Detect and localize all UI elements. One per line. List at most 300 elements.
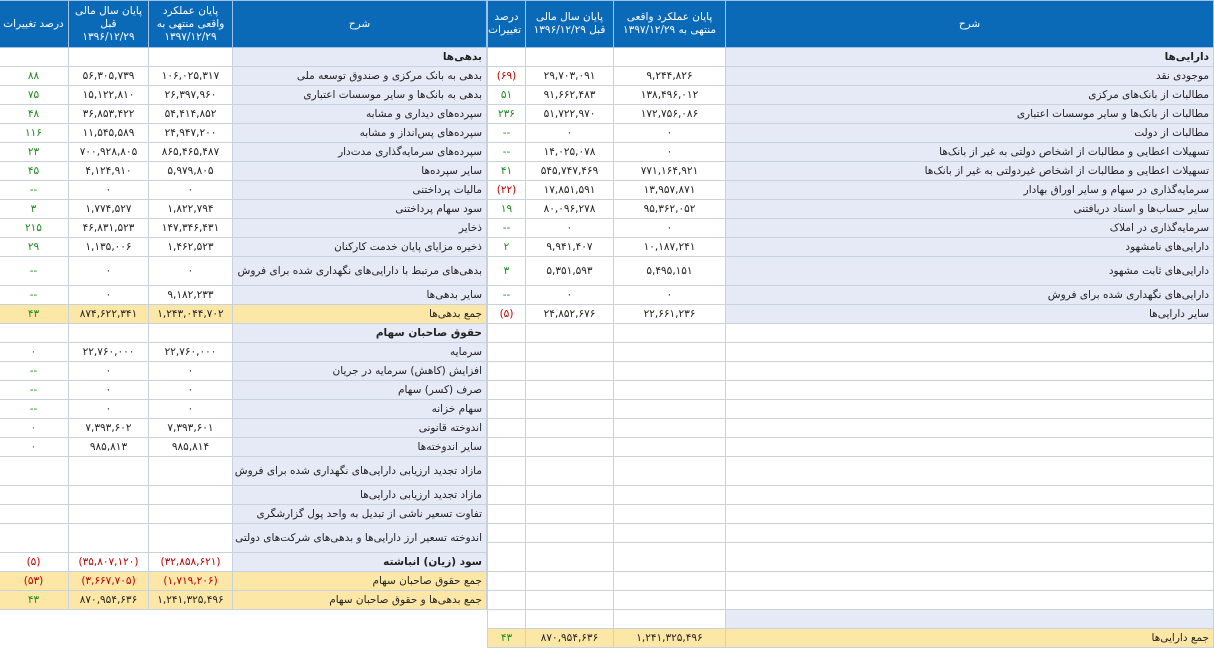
row-description: دارایی‌های ثابت مشهود (726, 257, 1214, 286)
assets-change-header: درصد تغییرات (488, 1, 526, 48)
table-row (0, 343, 487, 362)
row-current-value: ۹۵,۳۶۲,۰۵۲ (614, 200, 726, 219)
row-change-percent: -- (0, 181, 69, 200)
table-row (0, 381, 487, 400)
empty-cell (526, 419, 614, 438)
empty-cell (526, 362, 614, 381)
empty-row (488, 362, 1214, 381)
row-current-value: ۱,۴۶۲,۵۲۳ (149, 238, 233, 257)
empty-cell (726, 524, 1214, 543)
row-change-percent: ۰ (0, 343, 69, 362)
row-description: جمع حقوق صاحبان سهام (233, 572, 487, 591)
row-change-percent: ۱۹ (488, 200, 526, 219)
row-current-value (149, 505, 233, 524)
row-description: بدهی به بانک مرکزی و صندوق توسعه ملی (233, 67, 487, 86)
row-previous-value: ۵۴۵,۷۴۷,۴۶۹ (526, 162, 614, 181)
row-previous-value: ۰ (526, 124, 614, 143)
row-current-value: ۱,۸۲۲,۷۹۴ (149, 200, 233, 219)
row-description: سایر بدهی‌ها (233, 286, 487, 305)
empty-cell (488, 610, 526, 629)
empty-cell (614, 400, 726, 419)
row-change-percent: ۴۵ (0, 162, 69, 181)
empty-cell (488, 343, 526, 362)
row-description: تسهیلات اعطایی و مطالبات از اشخاص دولتی به غیر از بانک‌ها (726, 143, 1214, 162)
empty-cell (69, 48, 149, 67)
row-previous-value: ۵۱,۷۲۲,۹۷۰ (526, 105, 614, 124)
empty-cell (726, 362, 1214, 381)
row-current-value (149, 457, 233, 486)
row-previous-value: ۱۷,۸۵۱,۵۹۱ (526, 181, 614, 200)
row-current-value: ۱۰۶,۰۲۵,۳۱۷ (149, 67, 233, 86)
row-description: سرمایه (233, 343, 487, 362)
empty-cell (488, 543, 526, 572)
row-description: سود سهام پرداختنی (233, 200, 487, 219)
table-row (0, 181, 487, 200)
empty-cell (149, 324, 233, 343)
liabilities-table (0, 0, 487, 610)
empty-cell (726, 400, 1214, 419)
row-previous-value: ۰ (526, 219, 614, 238)
row-current-value: ۵۴,۴۱۴,۸۵۲ (149, 105, 233, 124)
row-previous-value: ۵۶,۳۰۵,۷۳۹ (69, 67, 149, 86)
row-change-percent: ۲۳ (0, 143, 69, 162)
row-previous-value: ۱۵,۱۲۲,۸۱۰ (69, 86, 149, 105)
empty-cell (526, 438, 614, 457)
row-description: جمع دارایی‌ها (726, 629, 1214, 648)
row-change-percent (0, 486, 69, 505)
row-current-value: ۱,۲۴۱,۳۲۵,۴۹۶ (614, 629, 726, 648)
row-change-percent (0, 524, 69, 553)
row-current-value: ۹,۲۴۴,۸۲۶ (614, 67, 726, 86)
empty-cell (526, 457, 614, 486)
row-description: سرمایه‌گذاری در سهام و سایر اوراق بهادار (726, 181, 1214, 200)
row-change-percent: -- (0, 257, 69, 286)
row-change-percent: ۸۸ (0, 67, 69, 86)
empty-cell (614, 543, 726, 572)
empty-row (488, 591, 1214, 610)
table-row (488, 200, 1214, 219)
row-description: تسهیلات اعطایی و مطالبات از اشخاص غیردولتی به غیر از بانک‌ها (726, 162, 1214, 181)
row-current-value: ۲۶,۳۹۷,۹۶۰ (149, 86, 233, 105)
row-previous-value (69, 486, 149, 505)
row-description: موجودی نقد (726, 67, 1214, 86)
row-change-percent: -- (0, 381, 69, 400)
empty-cell (726, 572, 1214, 591)
empty-row (488, 457, 1214, 486)
row-change-percent: -- (488, 286, 526, 305)
row-current-value: ۵,۴۹۵,۱۵۱ (614, 257, 726, 286)
empty-cell (726, 324, 1214, 343)
row-change-percent (0, 505, 69, 524)
liabilities-body (0, 48, 487, 610)
row-description: اندوخته تسعیر ارز دارایی‌ها و بدهی‌های شرکت‌های دولتی (233, 524, 487, 553)
empty-row (488, 419, 1214, 438)
row-change-percent: ۲ (488, 238, 526, 257)
empty-cell (488, 362, 526, 381)
row-change-percent: ۳ (488, 257, 526, 286)
row-previous-value: ۰ (526, 286, 614, 305)
liabilities-section-row (0, 48, 487, 67)
row-description: ذخیره مزایای پایان خدمت کارکنان (233, 238, 487, 257)
row-description: سپرده‌های دیداری و مشابه (233, 105, 487, 124)
row-previous-value: ۴,۱۲۴,۹۱۰ (69, 162, 149, 181)
row-previous-value: ۰ (69, 381, 149, 400)
empty-cell (526, 524, 614, 543)
row-previous-value: ۸۷۰,۹۵۴,۶۳۶ (69, 591, 149, 610)
row-previous-value: ۱۴,۰۲۵,۰۷۸ (526, 143, 614, 162)
row-previous-value: ۲۲,۷۶۰,۰۰۰ (69, 343, 149, 362)
empty-cell (614, 610, 726, 629)
row-previous-value: ۹۱,۶۶۲,۴۸۳ (526, 86, 614, 105)
row-previous-value: ۸۰,۰۹۶,۲۷۸ (526, 200, 614, 219)
row-description: دارایی‌های نامشهود (726, 238, 1214, 257)
row-description: سایر اندوخته‌ها (233, 438, 487, 457)
row-description: بدهی به بانک‌ها و سایر موسسات اعتباری (233, 86, 487, 105)
table-row (488, 181, 1214, 200)
row-current-value: ۱۳,۹۵۷,۸۷۱ (614, 181, 726, 200)
table-row (0, 67, 487, 86)
row-change-percent: (۵) (488, 305, 526, 324)
liabilities-change-header: درصد تغییرات (0, 1, 69, 48)
row-change-percent: ۲۹ (0, 238, 69, 257)
table-row (488, 257, 1214, 286)
row-current-value: ۲۴,۹۴۷,۲۰۰ (149, 124, 233, 143)
row-current-value: ۰ (614, 124, 726, 143)
row-previous-value: ۰ (69, 257, 149, 286)
row-previous-value: ۰ (69, 286, 149, 305)
row-description: مالیات پرداختنی (233, 181, 487, 200)
row-current-value: ۰ (149, 181, 233, 200)
table-row (0, 219, 487, 238)
empty-cell (488, 591, 526, 610)
row-current-value: ۸۶۵,۴۶۵,۴۸۷ (149, 143, 233, 162)
row-previous-value: ۲۹,۷۰۳,۰۹۱ (526, 67, 614, 86)
empty-cell (526, 381, 614, 400)
table-row (0, 257, 487, 286)
empty-cell (488, 457, 526, 486)
empty-cell (726, 438, 1214, 457)
empty-cell (726, 505, 1214, 524)
table-row (0, 105, 487, 124)
row-current-value: ۷,۳۹۳,۶۰۱ (149, 419, 233, 438)
row-change-percent: -- (0, 400, 69, 419)
row-change-percent: ۲۳۶ (488, 105, 526, 124)
row-current-value: ۲۲,۶۶۱,۲۳۶ (614, 305, 726, 324)
row-current-value: ۱۴۷,۳۴۶,۴۳۱ (149, 219, 233, 238)
assets-current-header: پایان عملکرد واقعی منتهی به ۱۳۹۷/۱۲/۲۹ (614, 1, 726, 48)
empty-row (488, 381, 1214, 400)
empty-cell (726, 543, 1214, 572)
row-current-value: ۰ (149, 381, 233, 400)
row-current-value: ۰ (149, 400, 233, 419)
row-previous-value (69, 505, 149, 524)
row-change-percent (0, 457, 69, 486)
row-change-percent: ۷۵ (0, 86, 69, 105)
row-previous-value: ۰ (69, 400, 149, 419)
table-row (0, 486, 487, 505)
table-row (0, 400, 487, 419)
table-row (488, 143, 1214, 162)
row-previous-value: ۸۷۰,۹۵۴,۶۳۶ (526, 629, 614, 648)
row-previous-value: (۳۵,۸۰۷,۱۲۰) (69, 553, 149, 572)
row-previous-value: ۱,۷۷۴,۵۲۷ (69, 200, 149, 219)
row-change-percent: -- (0, 362, 69, 381)
row-change-percent: ۰ (0, 438, 69, 457)
table-row (488, 162, 1214, 181)
row-change-percent: -- (0, 286, 69, 305)
equity-total-row (0, 572, 487, 591)
empty-cell (614, 324, 726, 343)
empty-cell (488, 48, 526, 67)
table-row (488, 286, 1214, 305)
row-change-percent: ۵۱ (488, 86, 526, 105)
empty-cell (614, 343, 726, 362)
row-description: صرف (کسر) سهام (233, 381, 487, 400)
row-description: سایر حساب‌ها و اسناد دریافتنی (726, 200, 1214, 219)
row-change-percent: (۵) (0, 553, 69, 572)
empty-row (488, 524, 1214, 543)
empty-row (488, 400, 1214, 419)
assets-body (488, 48, 1214, 648)
table-row (488, 124, 1214, 143)
row-description: دارایی‌های نگهداری شده برای فروش (726, 286, 1214, 305)
section-title: حقوق صاحبان سهام (233, 324, 487, 343)
row-description: مازاد تجدید ارزیابی دارایی‌ها (233, 486, 487, 505)
row-previous-value: ۹۸۵,۸۱۳ (69, 438, 149, 457)
table-row (0, 238, 487, 257)
row-current-value: ۰ (614, 219, 726, 238)
row-change-percent: ۴۳ (488, 629, 526, 648)
row-description: افزایش (کاهش) سرمایه در جریان (233, 362, 487, 381)
empty-cell (614, 505, 726, 524)
row-current-value: ۹۸۵,۸۱۴ (149, 438, 233, 457)
empty-cell (526, 505, 614, 524)
equity-section-row (0, 324, 487, 343)
empty-row (488, 610, 1214, 629)
row-previous-value: ۳۶,۸۵۳,۴۲۲ (69, 105, 149, 124)
table-row (0, 124, 487, 143)
empty-cell (526, 572, 614, 591)
row-description: سپرده‌های پس‌انداز و مشابه (233, 124, 487, 143)
empty-cell (726, 381, 1214, 400)
row-current-value: ۷۷۱,۱۶۴,۹۲۱ (614, 162, 726, 181)
table-row (488, 219, 1214, 238)
row-previous-value (69, 524, 149, 553)
row-description: بدهی‌های مرتبط با دارایی‌های نگهداری شده برای فروش (233, 257, 487, 286)
empty-row (488, 438, 1214, 457)
table-row (0, 362, 487, 381)
row-description: مطالبات از بانک‌های مرکزی (726, 86, 1214, 105)
row-description: جمع بدهی‌ها و حقوق صاحبان سهام (233, 591, 487, 610)
row-previous-value: ۰ (69, 362, 149, 381)
empty-cell (488, 524, 526, 543)
liabilities-total-row (0, 305, 487, 324)
row-previous-value: ۱,۱۳۵,۰۰۶ (69, 238, 149, 257)
assets-previous-header: پایان سال مالی قبل ۱۳۹۶/۱۲/۲۹ (526, 1, 614, 48)
table-row (0, 419, 487, 438)
liabilities-previous-header: پایان سال مالی قبل ۱۳۹۶/۱۲/۲۹ (69, 1, 149, 48)
row-previous-value: ۸۷۴,۶۲۲,۳۴۱ (69, 305, 149, 324)
row-description: سایر دارایی‌ها (726, 305, 1214, 324)
row-current-value: ۰ (614, 143, 726, 162)
liabilities-current-header: پایان عملکرد واقعی منتهی به ۱۳۹۷/۱۲/۲۹ (149, 1, 233, 48)
empty-cell (526, 400, 614, 419)
empty-cell (726, 419, 1214, 438)
table-row (0, 524, 487, 553)
assets-table (487, 0, 1214, 648)
row-current-value: (۳۲,۸۵۸,۶۲۱) (149, 553, 233, 572)
empty-cell (488, 381, 526, 400)
empty-cell (726, 457, 1214, 486)
row-description: سود (زیان) انباشته (233, 553, 487, 572)
empty-cell (526, 48, 614, 67)
empty-row (488, 572, 1214, 591)
section-title: دارایی‌ها (726, 48, 1214, 67)
empty-cell (526, 610, 614, 629)
empty-cell (488, 324, 526, 343)
row-current-value: ۱۰,۱۸۷,۲۴۱ (614, 238, 726, 257)
empty-row (488, 324, 1214, 343)
row-current-value: ۱,۲۴۳,۰۴۴,۷۰۲ (149, 305, 233, 324)
empty-cell (726, 591, 1214, 610)
row-description: مطالبات از دولت (726, 124, 1214, 143)
row-change-percent: -- (488, 124, 526, 143)
row-previous-value (69, 457, 149, 486)
row-previous-value: ۰ (69, 181, 149, 200)
assets-desc-header: شرح (726, 1, 1214, 48)
row-change-percent: ۴۳ (0, 591, 69, 610)
row-description: سهام خزانه (233, 400, 487, 419)
empty-cell (488, 572, 526, 591)
row-previous-value: ۷,۳۹۳,۶۰۲ (69, 419, 149, 438)
row-previous-value: ۷۰۰,۹۲۸,۸۰۵ (69, 143, 149, 162)
empty-cell (614, 486, 726, 505)
empty-cell (614, 419, 726, 438)
row-current-value: ۰ (614, 286, 726, 305)
row-change-percent: -- (488, 143, 526, 162)
empty-cell (726, 610, 1214, 629)
empty-cell (614, 48, 726, 67)
row-previous-value: ۱۱,۵۴۵,۵۸۹ (69, 124, 149, 143)
row-change-percent: ۴۳ (0, 305, 69, 324)
row-current-value: ۱۳۸,۴۹۶,۰۱۲ (614, 86, 726, 105)
row-description: جمع بدهی‌ها (233, 305, 487, 324)
row-description: ذخایر (233, 219, 487, 238)
empty-cell (0, 48, 69, 67)
row-current-value: ۱,۲۴۱,۳۲۵,۴۹۶ (149, 591, 233, 610)
empty-cell (614, 381, 726, 400)
empty-row (488, 543, 1214, 572)
row-previous-value: (۳,۶۶۷,۷۰۵) (69, 572, 149, 591)
table-row (488, 305, 1214, 324)
row-change-percent: ۳ (0, 200, 69, 219)
row-previous-value: ۵,۳۵۱,۵۹۳ (526, 257, 614, 286)
table-row (488, 105, 1214, 124)
table-row (488, 86, 1214, 105)
grand-total-row (0, 591, 487, 610)
empty-cell (726, 486, 1214, 505)
empty-cell (526, 324, 614, 343)
row-change-percent: ۲۱۵ (0, 219, 69, 238)
row-change-percent: (۲۲) (488, 181, 526, 200)
empty-cell (614, 572, 726, 591)
row-description: تفاوت تسعیر ناشی از تبدیل به واحد پول گزارشگری (233, 505, 487, 524)
row-current-value (149, 524, 233, 553)
row-previous-value: ۲۴,۸۵۲,۶۷۶ (526, 305, 614, 324)
table-row (0, 162, 487, 181)
assets-section-row (488, 48, 1214, 67)
empty-cell (149, 48, 233, 67)
empty-row (488, 486, 1214, 505)
empty-cell (726, 343, 1214, 362)
empty-row (488, 343, 1214, 362)
row-description: سرمایه‌گذاری در املاک (726, 219, 1214, 238)
empty-cell (614, 457, 726, 486)
empty-cell (488, 438, 526, 457)
row-description: اندوخته قانونی (233, 419, 487, 438)
empty-cell (488, 400, 526, 419)
empty-cell (0, 324, 69, 343)
row-current-value: ۱۷۲,۷۵۶,۰۸۶ (614, 105, 726, 124)
retained-earnings-row (0, 553, 487, 572)
table-row (0, 200, 487, 219)
table-row (0, 505, 487, 524)
row-description: مازاد تجدید ارزیابی دارایی‌های نگهداری شده برای فروش (233, 457, 487, 486)
row-change-percent: ۰ (0, 419, 69, 438)
table-row (0, 86, 487, 105)
row-previous-value: ۹,۹۴۱,۴۰۷ (526, 238, 614, 257)
liabilities-desc-header: شرح (233, 1, 487, 48)
row-description: مطالبات از بانک‌ها و سایر موسسات اعتباری (726, 105, 1214, 124)
row-change-percent: ۱۱۶ (0, 124, 69, 143)
empty-cell (488, 486, 526, 505)
table-row (0, 143, 487, 162)
empty-cell (614, 524, 726, 543)
empty-cell (488, 505, 526, 524)
table-row (488, 67, 1214, 86)
table-row (0, 457, 487, 486)
empty-cell (526, 591, 614, 610)
empty-cell (488, 419, 526, 438)
row-description: سپرده‌های سرمایه‌گذاری مدت‌دار (233, 143, 487, 162)
empty-cell (614, 438, 726, 457)
row-description: سایر سپرده‌ها (233, 162, 487, 181)
empty-cell (526, 486, 614, 505)
empty-cell (614, 591, 726, 610)
row-current-value: ۵,۹۷۹,۸۰۵ (149, 162, 233, 181)
table-row (0, 438, 487, 457)
table-row (0, 286, 487, 305)
empty-cell (526, 343, 614, 362)
row-change-percent: ۴۱ (488, 162, 526, 181)
row-previous-value: ۴۶,۸۳۱,۵۲۳ (69, 219, 149, 238)
row-change-percent: ۴۸ (0, 105, 69, 124)
empty-row (488, 505, 1214, 524)
row-change-percent: (۶۹) (488, 67, 526, 86)
row-current-value: ۰ (149, 257, 233, 286)
table-row (488, 238, 1214, 257)
row-change-percent: (۵۳) (0, 572, 69, 591)
empty-cell (526, 543, 614, 572)
empty-cell (614, 362, 726, 381)
row-current-value: ۹,۱۸۲,۲۳۳ (149, 286, 233, 305)
row-current-value: ۰ (149, 362, 233, 381)
empty-cell (69, 324, 149, 343)
assets-total-row (488, 629, 1214, 648)
section-title: بدهی‌ها (233, 48, 487, 67)
row-current-value (149, 486, 233, 505)
row-current-value: ۲۲,۷۶۰,۰۰۰ (149, 343, 233, 362)
